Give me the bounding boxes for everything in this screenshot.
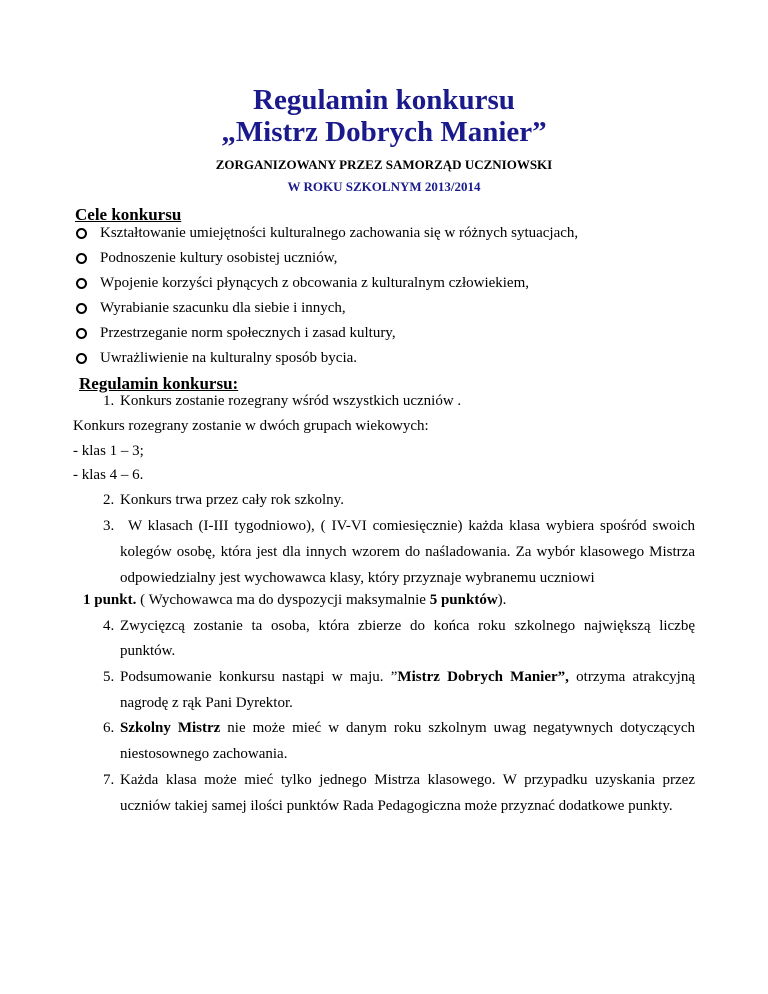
goal-item: Podnoszenie kultury osobistej uczniów, <box>100 250 337 267</box>
bullet-icon <box>76 278 87 289</box>
rule-7-line2: uczniów takiej samej ilości punktów Rada Pedagogiczna może przyznać dodatkowe punkty. <box>120 798 673 814</box>
rule-5-line2: nagrodę z rąk Pani Dyrektor. <box>120 695 293 711</box>
rule-number: 5. <box>103 669 115 685</box>
bullet-icon <box>76 353 87 364</box>
document-title-line2: „Mistrz Dobrych Manier” <box>221 116 547 148</box>
rule-number: 7. <box>103 772 115 788</box>
rule-3-line3: odpowiedzialny jest wychowawca klasy, który przyznaje wybranemu uczniowi <box>120 570 595 586</box>
rule-6-line2: niestosownego zachowania. <box>120 746 288 762</box>
rule-1-text: Konkurs zostanie rozegrany wśród wszystkich uczniów . <box>120 393 462 409</box>
rules-heading: Regulamin konkursu: <box>79 374 239 393</box>
rule-6-line1: Szkolny Mistrz nie może mieć w danym roku szkolnym uwag negatywnych dotyczących <box>120 720 695 736</box>
points-bold: 1 punkt. <box>83 592 137 608</box>
goal-item: Kształtowanie umiejętności kulturalnego zachowania się w różnych sytuacjach, <box>100 225 578 242</box>
rule-4-line2: punktów. <box>120 643 176 659</box>
goal-item: Uwrażliwienie na kulturalny sposób bycia. <box>100 350 357 367</box>
rule-number: 1. <box>103 393 115 409</box>
rule-number: 4. <box>103 618 115 634</box>
school-master-bold: Szkolny Mistrz <box>120 720 221 736</box>
rule-7-line1: Każda klasa może mieć tylko jednego Mistrza klasowego. W przypadku uzyskania przez <box>120 772 695 788</box>
rule-2-text: Konkurs trwa przez cały rok szkolny. <box>120 492 344 508</box>
goal-item: Przestrzeganie norm społecznych i zasad kultury, <box>100 325 396 342</box>
rule-3-line2: kolegów osobę, która jest dla innych wzorem do naśladowania. Za wybór klasowego Mistrza <box>120 544 695 560</box>
goal-item: Wyrabianie szacunku dla siebie i innych, <box>100 300 346 317</box>
group-2: - klas 4 – 6. <box>73 467 144 483</box>
goals-heading: Cele konkursu <box>75 205 182 224</box>
rule-4-line1: Zwycięzcą zostanie ta osoba, która zbierze do końca roku szkolnego największą liczbę <box>120 618 695 634</box>
bullet-icon <box>76 228 87 239</box>
max-points-bold: 5 punktów <box>429 592 498 608</box>
bullet-icon <box>76 328 87 339</box>
rule-3-line1: W klasach (I-III tygodniowo), ( IV-VI comiesięcznie) każda klasa wybiera spośród swoich <box>128 518 695 534</box>
rule-number: 3. <box>103 518 115 534</box>
groups-intro: Konkurs rozegrany zostanie w dwóch grupach wiekowych: <box>73 418 429 434</box>
bullet-icon <box>76 253 87 264</box>
rule-3-line4: 1 punkt. ( Wychowawca ma do dyspozycji maksymalnie 5 punktów). <box>83 592 507 608</box>
organizer-line: ZORGANIZOWANY PRZEZ SAMORZĄD UCZNIOWSKI <box>215 157 553 172</box>
bullet-icon <box>76 303 87 314</box>
contest-name-bold: Mistrz Dobrych Manier”, <box>397 669 569 685</box>
rule-5-line1: Podsumowanie konkursu nastąpi w maju. ”Mistrz Dobrych Manier”, otrzyma atrakcyjną <box>120 669 696 685</box>
rule-number: 6. <box>103 720 115 736</box>
school-year-line: W ROKU SZKOLNYM 2013/2014 <box>287 179 481 194</box>
rule-number: 2. <box>103 492 115 508</box>
goal-item: Wpojenie korzyści płynących z obcowania z kulturalnym człowiekiem, <box>100 275 529 292</box>
document-title-line1: Regulamin konkursu <box>253 84 515 116</box>
group-1: - klas 1 – 3; <box>73 443 144 459</box>
